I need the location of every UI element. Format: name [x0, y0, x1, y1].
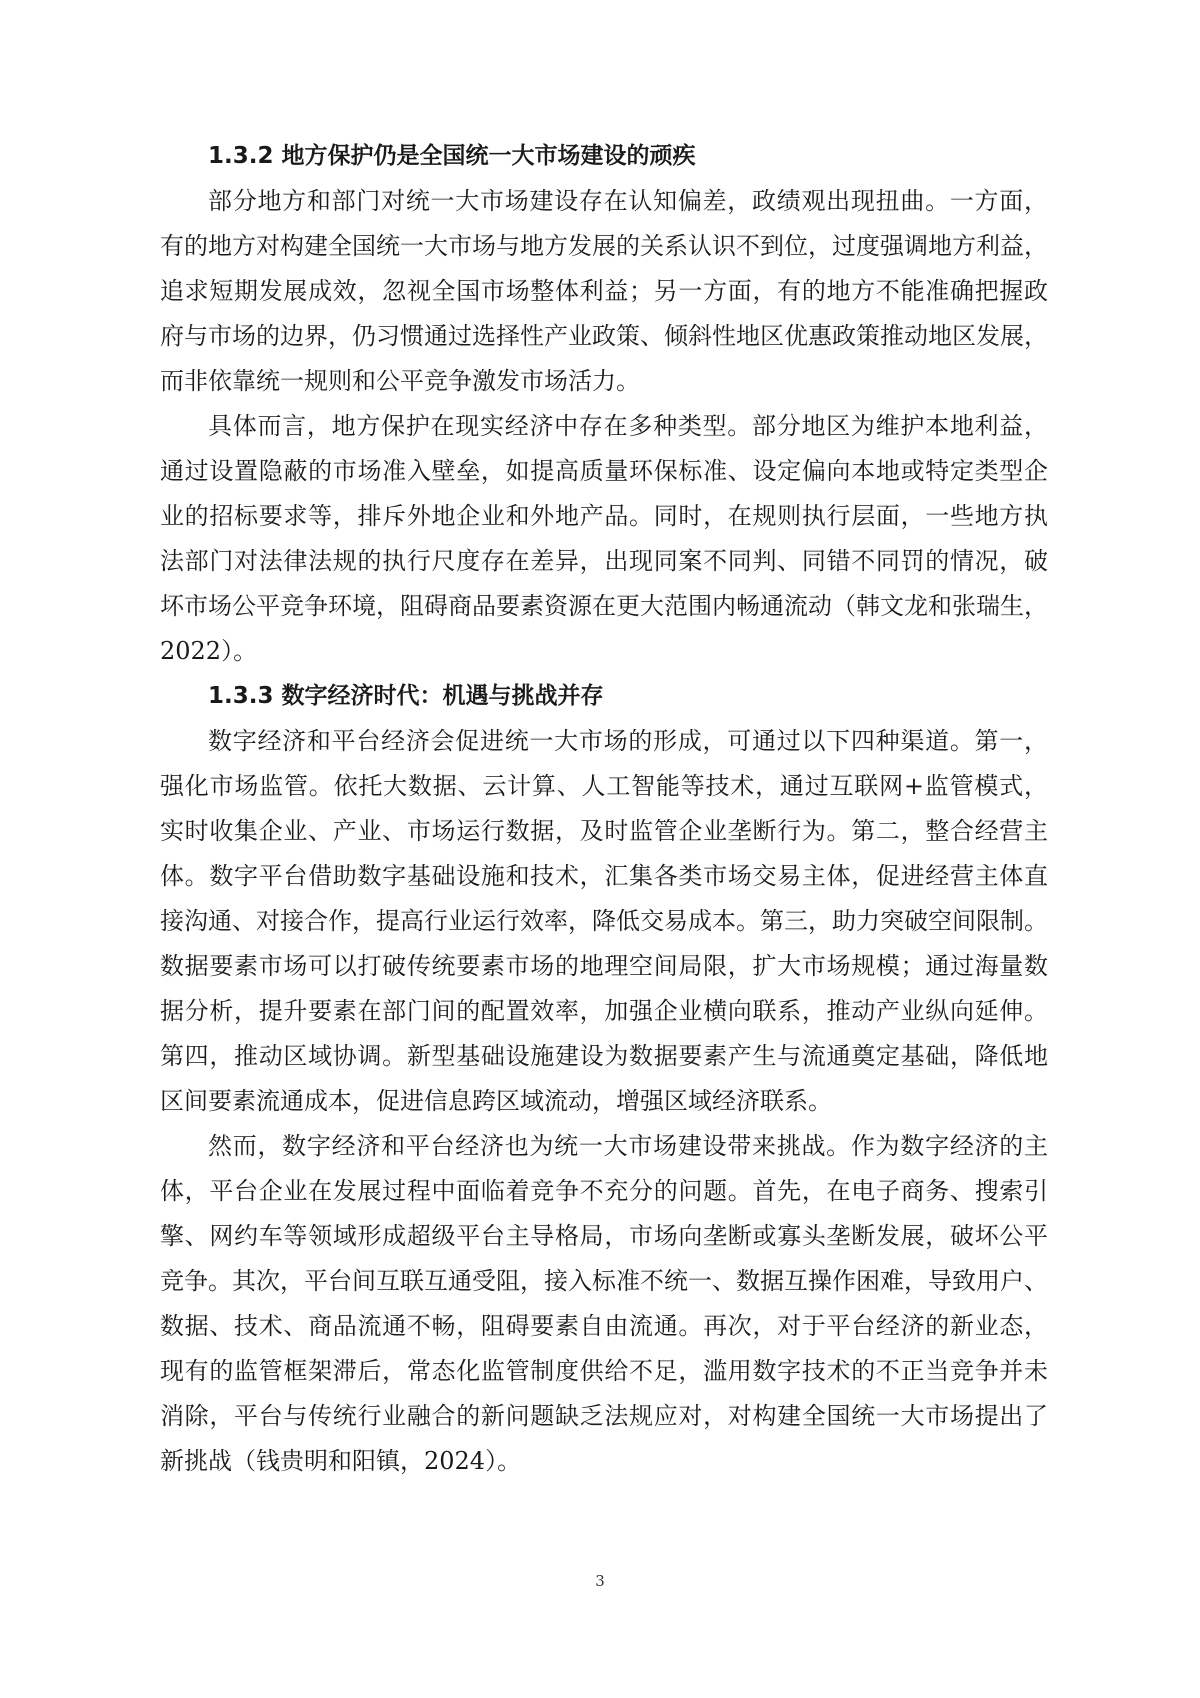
section-heading: 1.3.3 数字经济时代：机遇与挑战并存	[208, 683, 604, 709]
text-line: 数字经济和平台经济会促进统一大市场的形成，可通过以下四种渠道。第一，	[208, 727, 1048, 755]
text-line: 数据要素市场可以打破传统要素市场的地理空间局限，扩大市场规模；通过海量数	[160, 952, 1048, 980]
text-line: 第四，推动区域协调。新型基础设施建设为数据要素产生与流通奠定基础，降低地	[160, 1042, 1048, 1070]
text-line: 坏市场公平竞争环境，阻碍商品要素资源在更大范围内畅通流动（韩文龙和张瑞生，	[160, 592, 1048, 620]
text-line: 通过设置隐蔽的市场准入壁垒，如提高质量环保标准、设定偏向本地或特定类型企	[160, 457, 1048, 485]
text-line: 业的招标要求等，排斥外地企业和外地产品。同时，在规则执行层面，一些地方执	[160, 502, 1048, 530]
text-line: 数据、技术、商品流通不畅，阻碍要素自由流通。再次，对于平台经济的新业态，	[160, 1312, 1048, 1340]
text-line: 新挑战（钱贵明和阳镇，2024）。	[160, 1447, 522, 1475]
text-line: 竞争。其次，平台间互联互通受阻，接入标准不统一、数据互操作困难，导致用户、	[160, 1267, 1048, 1295]
text-line: 2022）。	[160, 637, 258, 665]
text-line: 实时收集企业、产业、市场运行数据，及时监管企业垄断行为。第二，整合经营主	[160, 817, 1048, 845]
text-line: 体，平台企业在发展过程中面临着竞争不充分的问题。首先，在电子商务、搜索引	[160, 1177, 1048, 1205]
paragraph	[160, 1124, 1048, 1484]
paragraph	[160, 179, 1048, 404]
text-line: 强化市场监管。依托大数据、云计算、人工智能等技术，通过互联网+监管模式，	[160, 772, 1048, 800]
text-line: 而非依靠统一规则和公平竞争激发市场活力。	[160, 367, 640, 395]
section-heading: 1.3.2 地方保护仍是全国统一大市场建设的顽疾	[208, 143, 696, 169]
paragraph	[160, 404, 1048, 674]
text-line: 部分地方和部门对统一大市场建设存在认知偏差，政绩观出现扭曲。一方面，	[208, 187, 1048, 215]
document-body	[160, 134, 1048, 1484]
text-line: 追求短期发展成效，忽视全国市场整体利益；另一方面，有的地方不能准确把握政	[160, 277, 1048, 305]
text-line: 然而，数字经济和平台经济也为统一大市场建设带来挑战。作为数字经济的主	[208, 1132, 1048, 1160]
page-number: 3	[595, 1572, 605, 1590]
paragraph	[160, 719, 1048, 1124]
text-line: 具体而言，地方保护在现实经济中存在多种类型。部分地区为维护本地利益，	[208, 412, 1048, 440]
text-line: 现有的监管框架滞后，常态化监管制度供给不足，滥用数字技术的不正当竞争并未	[160, 1357, 1048, 1385]
text-line: 消除，平台与传统行业融合的新问题缺乏法规应对，对构建全国统一大市场提出了	[160, 1402, 1048, 1430]
text-line: 有的地方对构建全国统一大市场与地方发展的关系认识不到位，过度强调地方利益，	[160, 232, 1048, 260]
text-line: 体。数字平台借助数字基础设施和技术，汇集各类市场交易主体，促进经营主体直	[160, 862, 1048, 890]
text-line: 接沟通、对接合作，提高行业运行效率，降低交易成本。第三，助力突破空间限制。	[160, 907, 1048, 935]
text-line: 区间要素流通成本，促进信息跨区域流动，增强区域经济联系。	[160, 1087, 832, 1115]
text-line: 据分析，提升要素在部门间的配置效率，加强企业横向联系，推动产业纵向延伸。	[160, 997, 1048, 1025]
text-line: 府与市场的边界，仍习惯通过选择性产业政策、倾斜性地区优惠政策推动地区发展，	[160, 322, 1048, 350]
text-line: 擎、网约车等领域形成超级平台主导格局，市场向垄断或寡头垄断发展，破坏公平	[160, 1222, 1048, 1250]
text-line: 法部门对法律法规的执行尺度存在差异，出现同案不同判、同错不同罚的情况，破	[160, 547, 1048, 575]
